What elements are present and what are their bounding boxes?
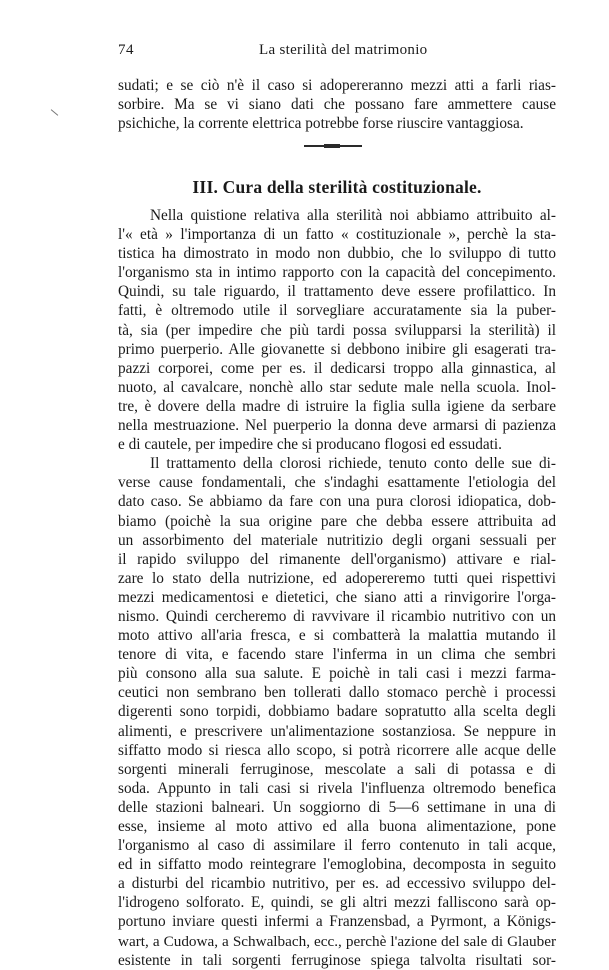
lead-paragraph	[118, 76, 556, 133]
text-line: siffatto modo si riesca allo scopo, si potrà ricorrere alle acque delle	[118, 741, 556, 759]
text-line: soda. Appunto in tali casi si rivela l'influenza oltremodo benefica	[118, 779, 556, 797]
text-line: l'idrogeno solforato. E, quindi, se gli altri mezzi falliscono sarà op-	[118, 894, 556, 912]
text-line: zare lo stato della nutrizione, ed adopereremo tutti quei rispettivi	[118, 569, 556, 587]
paragraph-2	[118, 454, 556, 970]
section-separator	[304, 145, 362, 147]
text-line: mezzi medicamentosi e dietetici, che siano atti a rinvigorire l'orga-	[118, 588, 556, 606]
text-line: un assorbimento del materiale nutritizio degli organi sessuali per	[118, 531, 556, 549]
text-line: sudati; e se ciò n'è il caso si adopereranno mezzi atti a farli rias-	[118, 77, 556, 94]
text-line: sorbire. Ma se vi siano dati che possano fare ammettere cause	[118, 96, 556, 114]
text-line: biamo (poichè la sua origine pare che debba essere attribuita ad	[118, 512, 556, 530]
text-line: tenore di vita, e facendo stare l'inferma in un clima che sembri	[118, 646, 556, 664]
margin-mark	[51, 109, 59, 116]
text-line: primo puerperio. Alle giovanette si debbono inibire gli esagerati tra-	[118, 340, 556, 358]
text-line: tre, è dovere della madre di istruire la figlia sulla igiene da serbare	[118, 397, 556, 415]
text-line: Nella quistione relativa alla sterilità noi abbiamo attribuito al-	[150, 207, 556, 224]
section-body	[118, 206, 556, 970]
text-line: nismo. Quindi cercheremo di ravvivare il ricambio nutritivo con un	[118, 607, 556, 625]
text-line: Il trattamento della clorosi richiede, tenuto conto delle sue di-	[150, 455, 556, 473]
text-line: nuoto, al cavalcare, nonchè allo star sedute male nella scuola. Inol-	[118, 378, 556, 396]
text-line: e di cautele, per impedire che si producano flogosi ed essudati.	[118, 436, 502, 454]
text-line: portuno inviare questi infermi a Franzensbad, a Pyrmont, a Königs-	[118, 913, 556, 931]
text-line: esistente in tali sorgenti ferruginose spiega talvolta risultati sor-	[118, 951, 556, 969]
text-line: nella mestruazione. Nel puerperio la donna deve armarsi di pazienza	[118, 417, 556, 435]
text-line: verse cause fondamentali, che s'indaghi esattamente l'etiologia del	[118, 474, 556, 492]
text-line: Quindi, su tale riguardo, il trattamento deve essere profilattico. In	[118, 283, 556, 301]
running-title: La sterilità del matrimonio	[259, 42, 428, 58]
text-line: l'organismo al caso di assimilare il ferro contenuto in tali acque,	[118, 837, 556, 855]
text-line: ed in siffatto modo reintegrare l'emoglobina, decomposta in seguito	[118, 856, 556, 874]
text-line: digerenti sono torpidi, dobbiamo badare sopratutto alla scelta degli	[118, 703, 556, 721]
text-line: pazzi corporei, come per es. il dedicarsi troppo alla ginnastica, al	[118, 359, 556, 377]
text-line: l'« età » l'importanza di un fatto « costituzionale », perchè la sta-	[118, 226, 556, 244]
text-line: alimenti, e prescrivere un'alimentazione sostanziosa. Se neppure in	[118, 722, 556, 740]
text-line: fatti, è oltremodo utile il sorvegliare accuratamente sia la puber-	[118, 302, 556, 320]
text-line: esse, insieme al moto attivo ed alla buona alimentazione, pone	[118, 818, 556, 835]
section-heading: III. Cura della sterilità costituzionale.	[192, 177, 482, 197]
text-line: l'organismo sta in intimo rapporto con la capacità del concepimento.	[118, 264, 556, 282]
text-line: il rapido sviluppo del rimanente dell'organismo) attivare e rial-	[118, 550, 556, 568]
text-line: wart, a Cudowa, a Schwalbach, ecc., perchè l'azione del sale di Glauber	[118, 932, 556, 950]
paragraph-1	[118, 206, 556, 454]
text-line: tistica ha dimostrato in modo non dubbio, che lo sviluppo di tutto	[118, 245, 556, 263]
text-line: sorgenti minerali ferruginose, mescolate a sali di potassa e di	[118, 760, 556, 778]
text-line: psichiche, la corrente elettrica potrebbe forse riuscire vantaggiosa.	[118, 115, 524, 133]
text-line: moto attivo all'aria fresca, e si combatterà la malattia mutando il	[118, 627, 556, 645]
text-line: più consono alla sua salute. E poichè in tali casi i mezzi farma-	[118, 665, 556, 683]
page-number: 74	[118, 42, 134, 58]
text-line: tà, sia (per impedire che più tardi possa svilupparsi la sterilità) il	[118, 321, 556, 339]
text-line: ceutici non sembrano ben tollerati dallo stomaco perchè i processi	[118, 684, 556, 702]
running-head	[118, 42, 558, 62]
text-line: a disturbi del ricambio nutritivo, per es. ad eccessivo sviluppo del-	[118, 875, 556, 893]
text-line: dato caso. Se abbiamo da fare con una pura clorosi idiopatica, dob-	[118, 493, 556, 511]
text-line: delle stazioni balneari. Un soggiorno di 5—6 settimane in una di	[118, 798, 556, 816]
